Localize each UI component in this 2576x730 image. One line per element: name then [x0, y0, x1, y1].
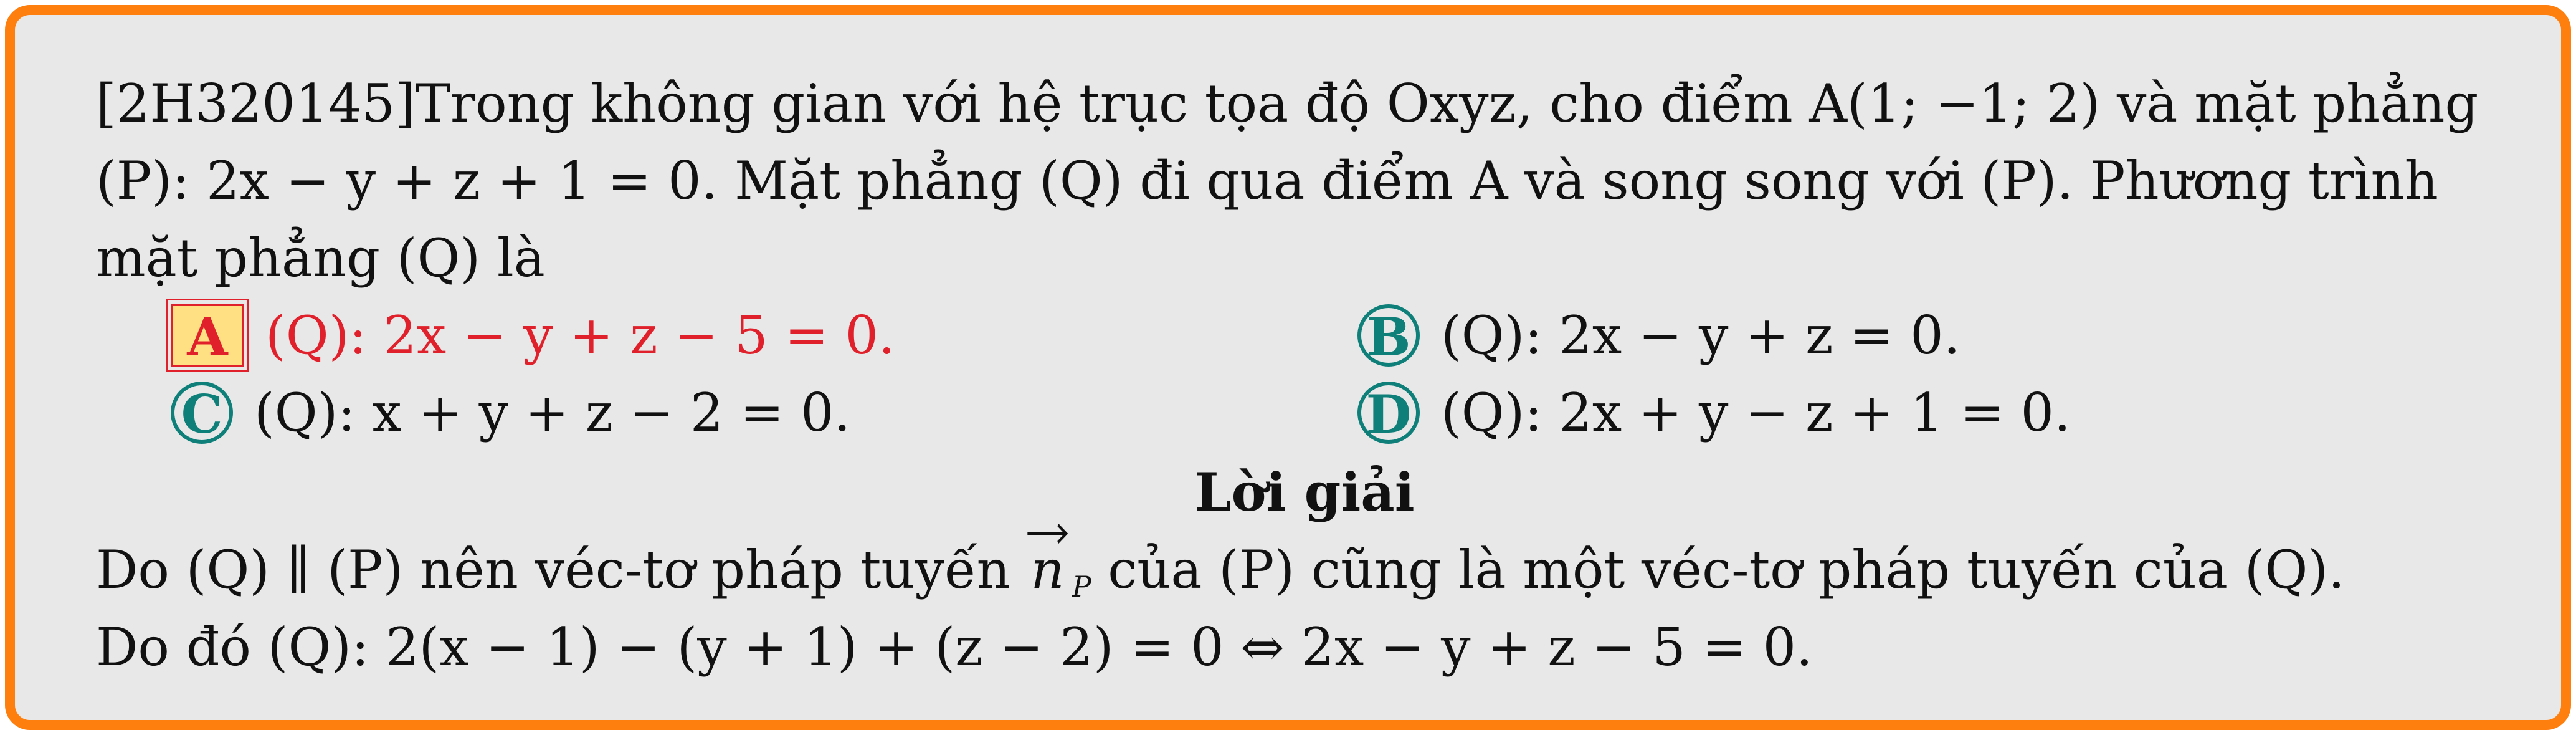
solution-line-2: Do đó (Q): 2(x − 1) − (y + 1) + (z − 2) = 0 ⇔ 2x − y + z − 5 = 0. [96, 617, 1813, 678]
question-content [96, 65, 2513, 686]
solution-line-1-start: Do (Q) ∥ (P) nên véc-tơ pháp tuyến [96, 539, 1010, 600]
option-a[interactable] [171, 297, 895, 374]
answer-options [96, 297, 2513, 454]
solution-line-1 [96, 531, 2513, 608]
option-d-text: (Q): 2x + y − z + 1 = 0. [1441, 382, 2071, 443]
option-b[interactable] [1357, 297, 1960, 374]
vector-symbol: n [1030, 539, 1065, 600]
option-d[interactable] [1357, 374, 2071, 451]
option-a-text: (Q): 2x − y + z − 5 = 0. [265, 304, 895, 366]
option-b-badge: B [1357, 304, 1420, 367]
option-b-text: (Q): 2x − y + z = 0. [1441, 304, 1961, 366]
question-line-2: (P): 2x − y + z + 1 = 0. Mặt phẳng (Q) đi qua điểm A và song song với (P). Phương trình [96, 150, 2438, 211]
option-a-badge: A [171, 304, 244, 367]
question-line-3: mặt phẳng (Q) là [96, 228, 545, 289]
vector-subscript: P [1072, 570, 1091, 603]
option-c-badge: C [171, 382, 233, 444]
question-line-1: [2H320145]Trong không gian với hệ trục tọa độ Oxyz, cho điểm A(1; −1; 2) và mặt phẳng [96, 73, 2479, 134]
option-c-text: (Q): x + y + z − 2 = 0. [254, 382, 851, 443]
vector-arrow-icon [1027, 520, 1068, 545]
question-card [5, 5, 2571, 730]
normal-vector [1027, 531, 1068, 608]
option-c[interactable] [171, 374, 850, 451]
solution-line-1-end: của (P) cũng là một véc-tơ pháp tuyến của (Q). [1108, 539, 2345, 600]
solution-heading: Lời giải [1194, 461, 1415, 523]
option-d-badge: D [1357, 382, 1420, 444]
